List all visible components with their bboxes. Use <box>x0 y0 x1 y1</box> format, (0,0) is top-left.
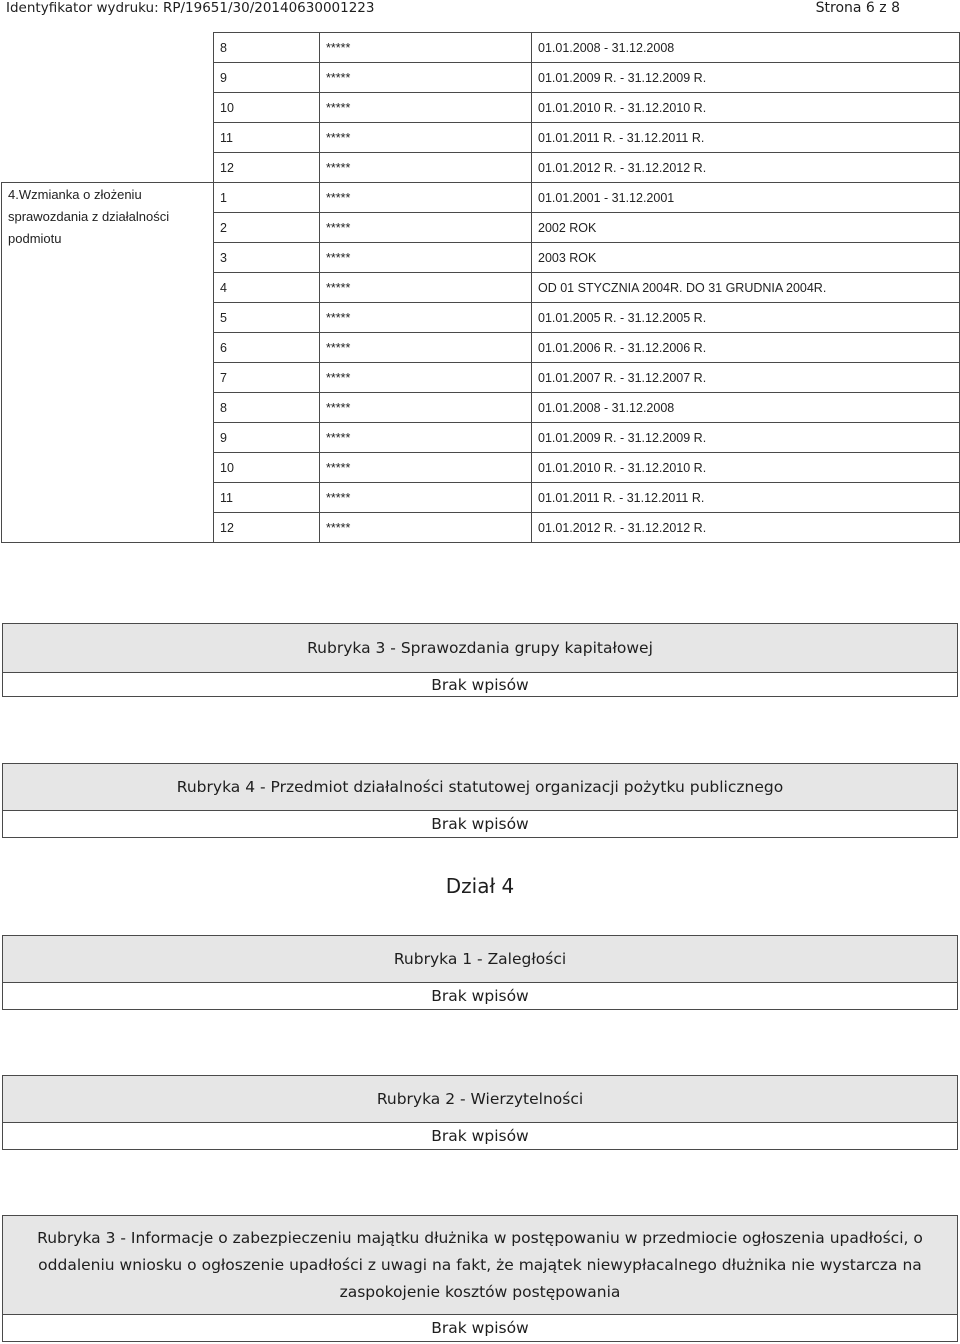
masked-value: ***** <box>320 513 532 543</box>
rubryka-title: Rubryka 4 - Przedmiot działalności statutowej organizacji pożytku publicznego <box>3 764 957 811</box>
period-value: 01.01.2006 R. - 31.12.2006 R. <box>532 333 960 363</box>
dzial4-rubryka-3-informacje <box>2 1215 958 1342</box>
row-number: 8 <box>214 393 320 423</box>
period-value: 01.01.2008 - 31.12.2008 <box>532 393 960 423</box>
masked-value: ***** <box>320 153 532 183</box>
masked-value: ***** <box>320 453 532 483</box>
table-row <box>2 33 960 63</box>
period-value: 01.01.2005 R. - 31.12.2005 R. <box>532 303 960 333</box>
rubryka-body: Brak wpisów <box>431 675 529 694</box>
period-value: 01.01.2011 R. - 31.12.2011 R. <box>532 123 960 153</box>
masked-value: ***** <box>320 333 532 363</box>
masked-value: ***** <box>320 393 532 423</box>
masked-value: ***** <box>320 423 532 453</box>
row-number: 11 <box>214 483 320 513</box>
masked-value: ***** <box>320 273 532 303</box>
masked-value: ***** <box>320 303 532 333</box>
rubryka-4-przedmiot-dzialalnosci <box>2 763 958 838</box>
period-value: 01.01.2008 - 31.12.2008 <box>532 33 960 63</box>
masked-value: ***** <box>320 93 532 123</box>
period-value: 2002 ROK <box>532 213 960 243</box>
register-table <box>1 32 960 543</box>
period-value: 01.01.2001 - 31.12.2001 <box>532 183 960 213</box>
masked-value: ***** <box>320 483 532 513</box>
row-number: 9 <box>214 63 320 93</box>
dzial4-rubryka-1-zaleglosci <box>2 935 958 1010</box>
rubryka-body: Brak wpisów <box>431 1319 529 1337</box>
rubryka-body: Brak wpisów <box>431 987 529 1005</box>
period-value: 01.01.2012 R. - 31.12.2012 R. <box>532 513 960 543</box>
dzial4-rubryka-2-wierzytelnosci <box>2 1075 958 1150</box>
period-value: 2003 ROK <box>532 243 960 273</box>
period-value: 01.01.2010 R. - 31.12.2010 R. <box>532 453 960 483</box>
rubryka-title: Rubryka 2 - Wierzytelności <box>3 1076 957 1123</box>
period-value: 01.01.2010 R. - 31.12.2010 R. <box>532 93 960 123</box>
masked-value: ***** <box>320 183 532 213</box>
row-number: 12 <box>214 153 320 183</box>
row-number: 9 <box>214 423 320 453</box>
masked-value: ***** <box>320 123 532 153</box>
row-number: 7 <box>214 363 320 393</box>
print-identifier: Identyfikator wydruku: RP/19651/30/20140630001223 <box>6 0 375 16</box>
rubryka-title: Rubryka 3 - Sprawozdania grupy kapitałowej <box>3 624 957 673</box>
row-number: 6 <box>214 333 320 363</box>
period-value: 01.01.2012 R. - 31.12.2012 R. <box>532 153 960 183</box>
row-number: 4 <box>214 273 320 303</box>
rubryka-title: Rubryka 3 - Informacje o zabezpieczeniu majątku dłużnika w postępowaniu w przedmiocie ogłoszenia upadłości, o oddaleniu wniosku o ogłoszenie upadłości z uwagi na fakt, że majątek niewypłacalnego dłużnika nie wystarcza na zaspokojenie kosztów postępowania <box>3 1216 957 1315</box>
row-number: 12 <box>214 513 320 543</box>
row-number: 2 <box>214 213 320 243</box>
row-number: 10 <box>214 453 320 483</box>
section-label-cell <box>2 33 214 183</box>
rubryka-title: Rubryka 1 - Zaległości <box>3 936 957 983</box>
period-value: OD 01 STYCZNIA 2004R. DO 31 GRUDNIA 2004R. <box>532 273 960 303</box>
page-number: Strona 6 z 8 <box>815 0 900 16</box>
masked-value: ***** <box>320 363 532 393</box>
masked-value: ***** <box>320 213 532 243</box>
masked-value: ***** <box>320 63 532 93</box>
dzial-heading: Dział 4 <box>445 874 515 898</box>
row-number: 3 <box>214 243 320 273</box>
rubryka-body: Brak wpisów <box>431 1127 529 1145</box>
period-value: 01.01.2007 R. - 31.12.2007 R. <box>532 363 960 393</box>
row-number: 1 <box>214 183 320 213</box>
row-number: 5 <box>214 303 320 333</box>
period-value: 01.01.2009 R. - 31.12.2009 R. <box>532 63 960 93</box>
masked-value: ***** <box>320 33 532 63</box>
row-number: 8 <box>214 33 320 63</box>
rubryka-body: Brak wpisów <box>431 815 529 833</box>
row-number: 11 <box>214 123 320 153</box>
section-label-wzmianka: 4.Wzmianka o złożeniu sprawozdania z działalności podmiotu <box>2 183 214 543</box>
masked-value: ***** <box>320 243 532 273</box>
row-number: 10 <box>214 93 320 123</box>
rubryka-3-sprawozdania-grupy <box>2 623 958 697</box>
table-row <box>2 183 960 213</box>
period-value: 01.01.2009 R. - 31.12.2009 R. <box>532 423 960 453</box>
period-value: 01.01.2011 R. - 31.12.2011 R. <box>532 483 960 513</box>
